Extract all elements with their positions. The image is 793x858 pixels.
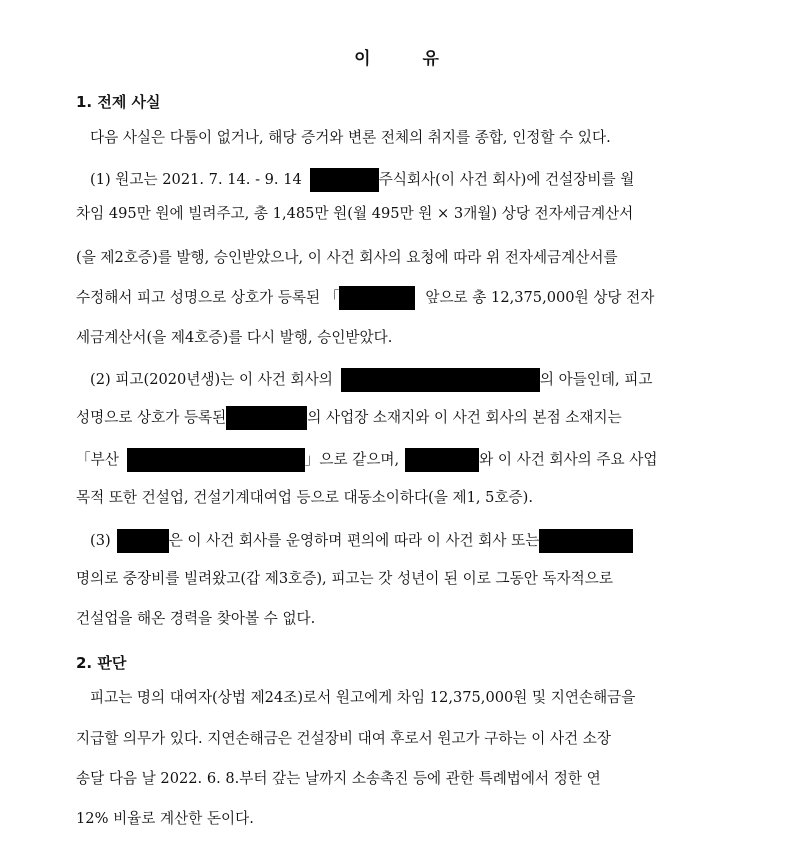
p2-line-3-a: 「부산	[76, 451, 119, 468]
p2-line-2-a: 성명으로 상호가 등록된	[76, 409, 227, 426]
title-part-1: 이	[354, 49, 371, 69]
p2-line-3	[76, 448, 716, 472]
p2-line-1	[76, 368, 716, 392]
section-2-heading: 2. 판단	[76, 654, 127, 672]
s2-line-2: 지급할 의무가 있다. 지연손해금은 건설장비 대여 후로서 원고가 구하는 이 사건 소장	[76, 730, 611, 747]
intro-line: 다음 사실은 다툼이 없거나, 해당 증거와 변론 전체의 취지를 종합, 인정할 수 있다.	[90, 129, 611, 146]
s2-line-1: 피고는 명의 대여자(상법 제24조)로서 원고에게 차임 12,375,000원 및 지연손해금을	[90, 689, 636, 706]
p1-line-1-b: 주식회사(이 사건 회사)에 건설장비를 월	[378, 171, 635, 188]
p2-line-2	[76, 406, 716, 430]
redaction-block	[339, 286, 415, 310]
redaction-block	[539, 529, 633, 553]
p1-line-5: 세금계산서(을 제4호증)를 다시 발행, 승인받았다.	[76, 329, 393, 346]
p2-line-4: 목적 또한 건설업, 건설기계대여업 등으로 대동소이하다(을 제1, 5호증).	[76, 489, 533, 506]
p2-line-2-b: 의 사업장 소재지와 이 사건 회사의 본점 소재지는	[307, 409, 622, 426]
p2-line-1-a: (2) 피고(2020년생)는 이 사건 회사의	[90, 371, 333, 388]
p2-line-1-b: 의 아들인데, 피고	[539, 371, 653, 388]
p1-line-4-a: 수정해서 피고 성명으로 상호가 등록된 「	[76, 289, 340, 306]
s2-line-4: 12% 비율로 계산한 돈이다.	[76, 810, 254, 827]
p1-line-2: 차임 495만 원에 빌려주고, 총 1,485만 원(월 495만 원 × 3개월) 상당 전자세금계산서	[76, 205, 634, 222]
redaction-block	[405, 448, 479, 472]
redaction-block	[341, 368, 540, 392]
redaction-block	[310, 168, 379, 192]
redaction-block	[127, 448, 305, 472]
document-title	[0, 44, 793, 69]
p2-line-3-b: 」으로 같으며,	[304, 451, 400, 468]
p2-line-3-c: 와 이 사건 회사의 주요 사업	[479, 451, 658, 468]
section-1-heading: 1. 전제 사실	[76, 93, 161, 111]
p3-line-1-b: 은 이 사건 회사를 운영하며 편의에 따라 이 사건 회사 또는	[168, 532, 540, 549]
s2-line-3: 송달 다음 날 2022. 6. 8.부터 갚는 날까지 소송촉진 등에 관한 특례법에서 정한 연	[76, 770, 601, 787]
p1-line-3: (을 제2호증)를 발행, 승인받았으나, 이 사건 회사의 요청에 따라 위 전자세금계산서를	[76, 249, 618, 266]
p1-line-1	[76, 168, 716, 192]
p1-line-4	[76, 286, 716, 310]
p3-line-1-a: (3)	[90, 532, 111, 549]
redaction-block	[226, 406, 307, 430]
p1-line-4-b: 앞으로 총 12,375,000원 상당 전자	[425, 289, 655, 306]
p3-line-3: 건설업을 해온 경력을 찾아볼 수 없다.	[76, 610, 316, 627]
p3-line-2: 명의로 중장비를 빌려왔고(갑 제3호증), 피고는 갓 성년이 된 이로 그동안 독자적으로	[76, 570, 613, 587]
p1-line-1-a: (1) 원고는 2021. 7. 14. - 9. 14	[90, 171, 302, 188]
p3-line-1	[76, 529, 716, 553]
title-part-2: 유	[422, 49, 439, 69]
redaction-block	[117, 529, 169, 553]
